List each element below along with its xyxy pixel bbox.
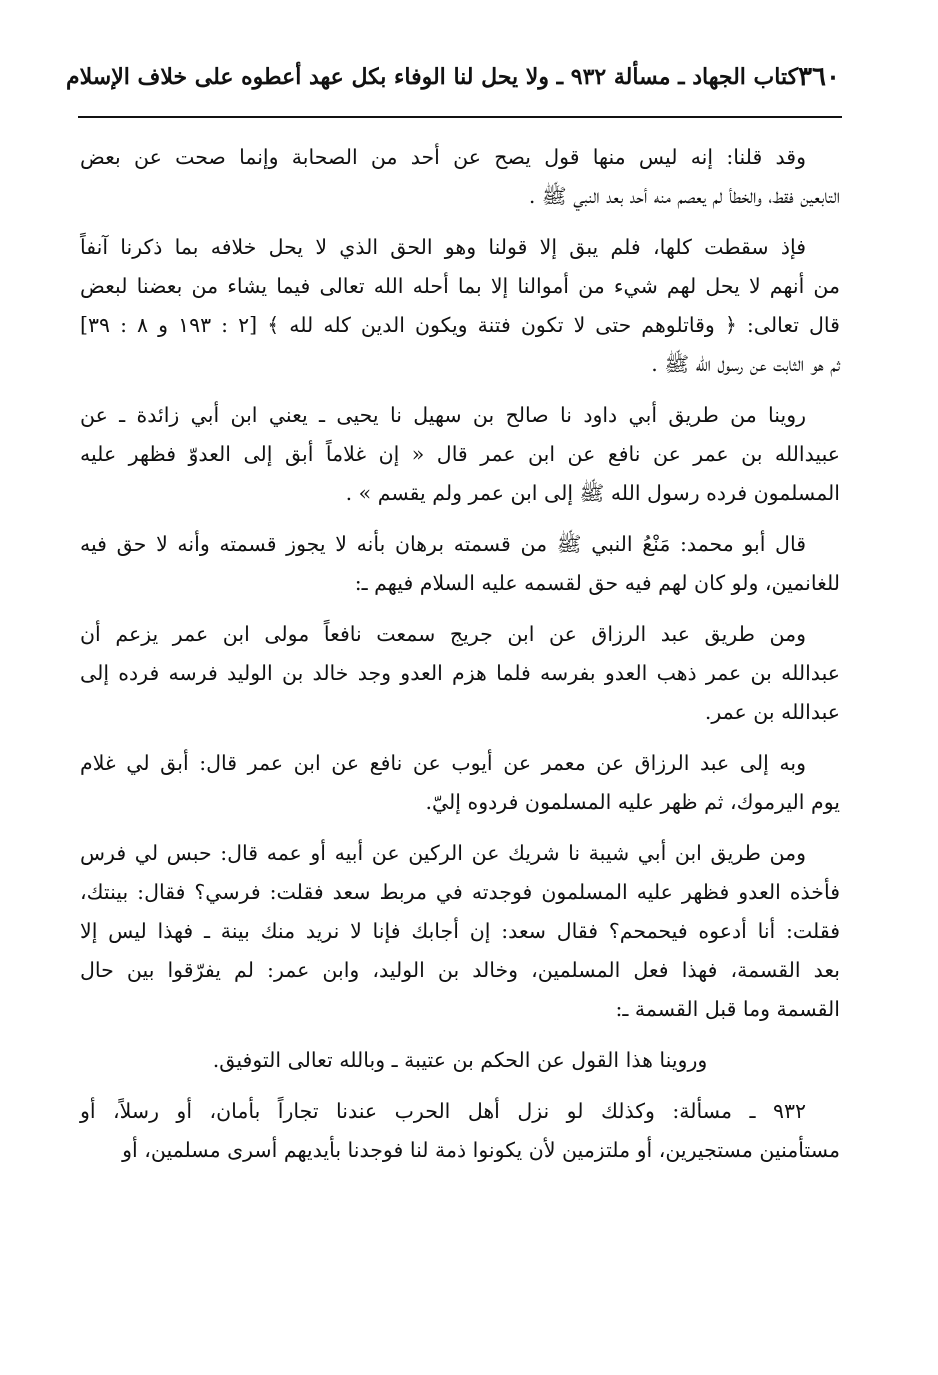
text-line: التابعين فقط، والخطأ لم يعصم منه أحد بعد النبي ﷺ . [528,184,840,208]
text-line: عبدالله بن عمر. [704,700,840,724]
text-line: فقلت: أنا أدعوه فيحمحم؟ فقال سعد: إن أجابك فإنا لا نريد منك بينة ـ فهذا ليس إلا [80,919,840,943]
paragraph [80,138,840,216]
text-line: ثم هو الثابت عن رسول الله ﷺ . [651,352,840,376]
paragraph [80,615,840,732]
paragraph [80,228,840,384]
text-line: وروينا هذا القول عن الحكم بن عتيبة ـ وبالله تعالى التوفيق. [212,1048,708,1072]
page-body [80,138,840,1182]
paragraph [80,525,840,603]
text-line: قال تعالى: ﴿ وقاتلوهم حتى لا تكون فتنة ويكون الدين كله لله ﴾ [٢ : ١٩٣ و ٨ : ٣٩] [80,313,840,337]
paragraph [80,834,840,1029]
text-line: ومن طريق عبد الرزاق عن ابن جريج سمعت نافعاً مولى ابن عمر يزعم أن [80,622,806,646]
text-line: من أنهم لا يحل لهم شيء من أموالنا إلا بما أحله الله تعالى فيما يشاء من بعضنا لبعض [80,274,840,298]
paragraph [80,396,840,513]
text-line: القسمة وما قبل القسمة ـ: [615,997,840,1021]
text-line: يوم اليرموك، ثم ظهر عليه المسلمون فردوه إليّ. [425,790,840,814]
running-title: كتاب الجهاد ـ مسألة ٩٣٢ ـ ولا يحل لنا الوفاء بكل عهد أعطوه على خلاف الإسلام [66,64,799,90]
text-line: فأخذه العدو فظهر عليه المسلمون فوجدته في مربط سعد فقلت: فرسي؟ فقال: بينتك، [80,880,840,904]
text-line: مستأمنين مستجيرين، أو ملتزمين لأن يكونوا ذمة لنا فوجدنا بأيديهم أسرى مسلمين، أو [122,1138,840,1162]
text-line: روينا من طريق أبي داود نا صالح بن سهيل نا يحيى ـ يعني ابن أبي زائدة ـ عن [80,403,806,427]
text-line: ٩٣٢ ـ مسألة: وكذلك لو نزل أهل الحرب عندنا تجاراً بأمان، أو رسلاً، أو [80,1099,806,1123]
page-header [66,52,840,102]
paragraph [80,1092,840,1170]
text-line: عبيدالله بن عمر عن نافع عن ابن عمر قال « إن غلاماً أبق إلى العدوّ فظهر عليه [80,442,840,466]
text-line: وقد قلنا: إنه ليس منها قول يصح عن أحد من الصحابة وإنما صحت عن بعض [80,145,806,169]
text-line: بعد القسمة، فهذا فعل المسلمين، وخالد بن الوليد، وابن عمر: لم يفرّقوا بين حال [80,958,840,982]
header-divider [78,116,842,118]
text-line: فإذ سقطت كلها، فلم يبق إلا قولنا وهو الحق الذي لا يحل خلافه بما ذكرنا آنفاً [80,235,806,259]
text-line: للغانمين، ولو كان لهم فيه حق لقسمه عليه السلام فيهم ـ: [354,571,840,595]
text-line: المسلمون فرده رسول الله ﷺ إلى ابن عمر ولم يقسم » . [345,481,840,505]
paragraph [80,744,840,822]
text-line: ومن طريق ابن أبي شيبة نا شريك عن الركين عن أبيه أو عمه قال: حبس لي فرس [80,841,806,865]
paragraph [80,1041,840,1080]
page-number: ٣٦٠ [798,62,840,92]
text-line: قال أبو محمد: مَنْعُ النبي ﷺ من قسمته برهان بأنه لا يجوز قسمته وأنه لا حق فيه [80,532,806,556]
text-line: عبدالله بن عمر ذهب العدو بفرسه فلما هزم العدو وجد خالد بن الوليد فرسه فرده إلى [80,661,840,685]
text-line: وبه إلى عبد الرزاق عن معمر عن أيوب عن نافع عن ابن عمر قال: أبق لي غلام [80,751,806,775]
